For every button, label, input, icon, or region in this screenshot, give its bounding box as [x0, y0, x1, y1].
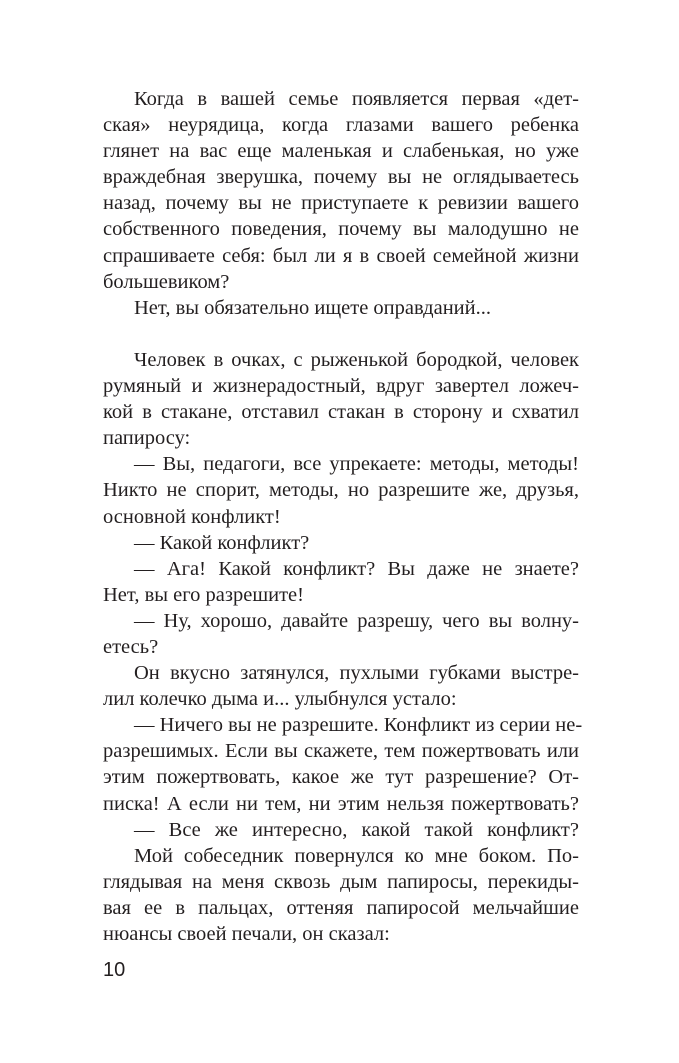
text-line: нюансы своей печали, он сказал:: [103, 923, 390, 945]
text-line: большевиком?: [103, 270, 230, 293]
text-line: — Ага! Какой конфликт? Вы даже не знаете?: [134, 557, 579, 580]
text-line: Человек в очках, с рыженькой бородкой, человек: [134, 348, 579, 371]
text-line: — Вы, педагоги, все упрекаете: методы, методы!: [134, 453, 579, 476]
text-line: — Ничего вы не разрешите. Конфликт из серии не-: [134, 714, 583, 737]
text-line: Никто не спорит, методы, но разрешите же, друзья,: [103, 479, 579, 502]
text-line: разрешимых. Если вы скажете, тем пожертвовать или: [103, 740, 579, 763]
text-line: глянет на вас еще маленькая и слабенькая, но уже: [103, 140, 579, 163]
text-line: ская» неурядица, когда глазами вашего ребенка: [103, 114, 579, 137]
text-line: собственного поведения, почему вы малодушно не: [103, 218, 579, 241]
text-line: — Все же интересно, какой такой конфликт?: [134, 818, 579, 841]
text-line: спрашиваете себя: был ли я в своей семейной жизни: [103, 244, 579, 267]
text-line: Мой собеседник повернулся ко мне боком. По-: [134, 844, 579, 867]
text-line: этим пожертвовать, какое же тут разрешение? От-: [103, 766, 579, 789]
text-line: лил колечко дыма и... улыбнулся устало:: [103, 688, 457, 711]
text-line: писка! А если ни тем, ни этим нельзя пожертвовать?: [103, 792, 579, 815]
text-line: — Ну, хорошо, давайте разрешу, чего вы волну-: [134, 609, 579, 632]
body-text: [103, 86, 583, 947]
page-number: 10: [103, 959, 126, 981]
text-line: Нет, вы обязательно ищете оправданий...: [134, 296, 491, 319]
text-line: етесь?: [103, 635, 159, 658]
text-line: папиросу:: [103, 427, 191, 450]
text-line: Нет, вы его разрешите!: [103, 583, 304, 606]
text-line: румяный и жизнерадостный, вдруг завертел ложеч-: [103, 375, 579, 398]
paragraph-gap: [103, 321, 579, 347]
text-line: враждебная зверушка, почему вы не оглядываетесь: [103, 166, 579, 189]
text-line: вая ее в пальцах, оттеняя папиросой мельчайшие: [103, 896, 579, 919]
text-line: Он вкусно затянулся, пухлыми губками выстре-: [134, 662, 579, 685]
text-line: кой в стакане, отставил стакан в сторону и схватил: [103, 401, 579, 424]
text-line: назад, почему вы не приступаете к ревизии вашего: [103, 192, 579, 215]
text-line: глядывая на меня сквозь дым папиросы, перекиды-: [103, 870, 579, 893]
text-line: — Какой конфликт?: [134, 531, 310, 554]
text-line: основной конфликт!: [103, 505, 281, 528]
text-line: Когда в вашей семье появляется первая «дет-: [134, 88, 579, 110]
